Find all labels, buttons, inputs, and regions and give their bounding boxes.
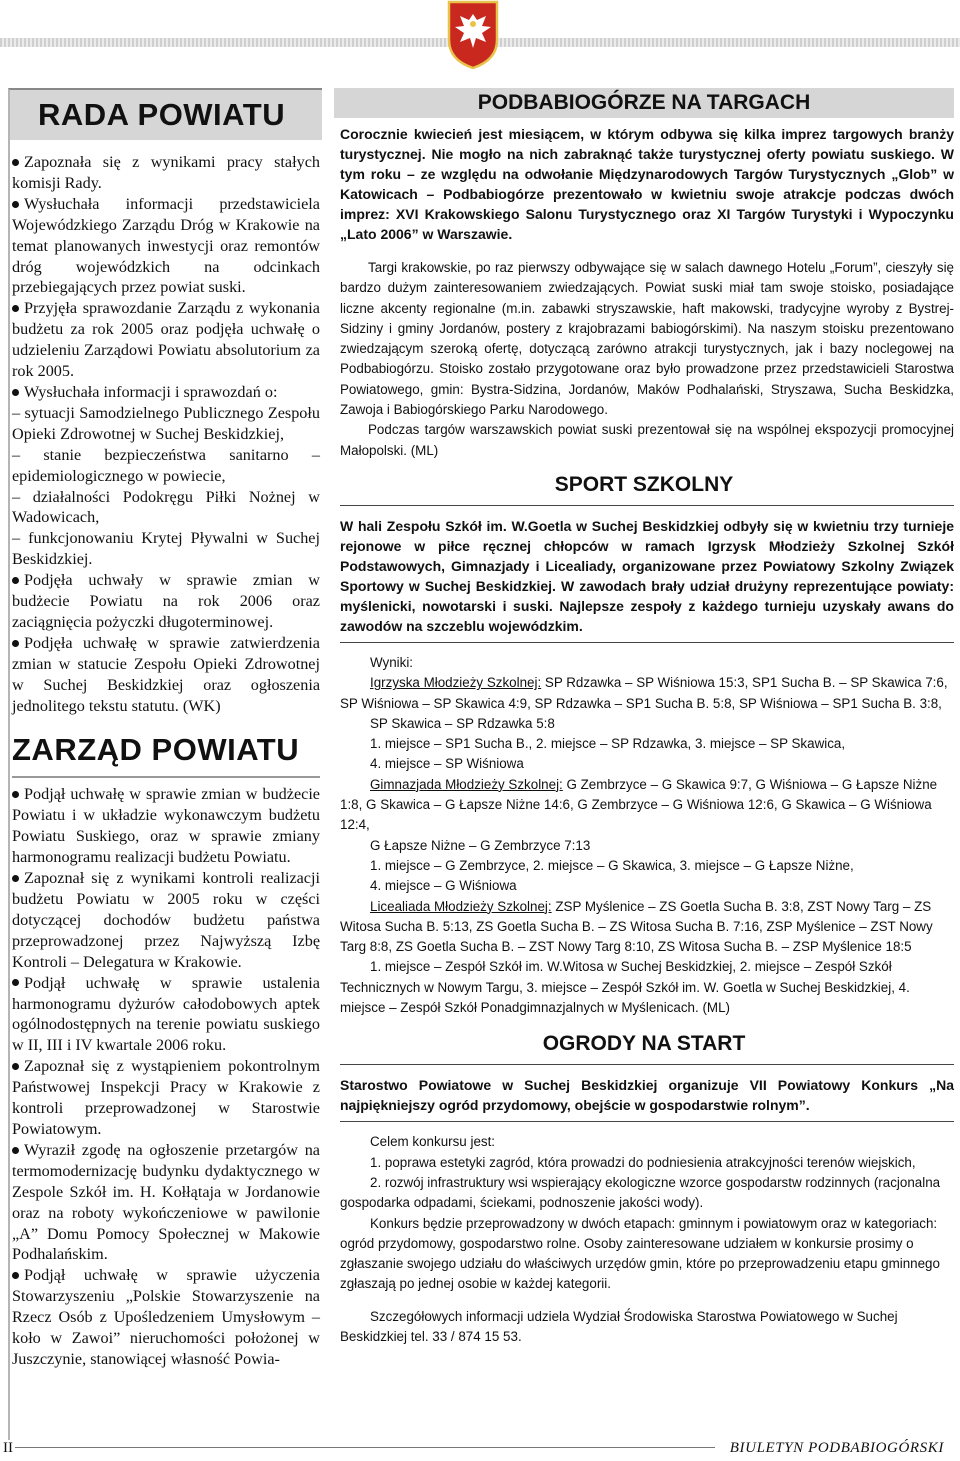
targi-paragraph-2: Podczas targów warszawskich powiat suski prezentował się na wspólnej ekspozycji promocyjnej Małopolski. (ML) xyxy=(340,422,954,458)
sport-divider xyxy=(340,505,954,506)
ogrody-paragraph: Konkurs będzie przeprowadzony w dwóch etapach: gminnym i powiatowym oraz w kategoriach: ogród przydomowy, gospodarstwo rolne. Osoby zainteresowane udziałem w konkursie prosimy o zgłaszanie swojego udziału do właściwych urzędów gmin, które po przeprowadzeniu etapu gminnego zgłaszają po jednej osobie w każdej kategorii. xyxy=(340,1215,940,1292)
ogrody-lead: Starostwo Powiatowe w Suchej Beskidzkiej organizuje VII Powiatowy Konkurs „Na najpiękniejszy ogród przydomowy, obejście w gospodarstwie rolnym”. xyxy=(340,1077,954,1114)
gimnazjada-last-match: G Łapsze Niżne – G Zembrzyce 7:13 xyxy=(370,837,591,853)
targi-title: PODBABIOGÓRZE NA TARGACH xyxy=(477,91,811,114)
igrzyska-last-match: SP Skawica – SP Rdzawka 5:8 xyxy=(370,715,555,731)
bullet-icon xyxy=(12,875,19,882)
footer-rule xyxy=(15,1447,715,1448)
rada-powiatu-title: RADA POWIATU xyxy=(38,97,286,132)
zarzad-powiatu-title: ZARZĄD POWIATU xyxy=(12,730,320,778)
igrzyska-places-2: 4. miejsce – SP Wiśniowa xyxy=(370,756,524,772)
bullet-icon xyxy=(12,305,19,312)
sport-title: SPORT SZKOLNY xyxy=(554,472,734,496)
bullet-icon xyxy=(12,640,19,647)
list-item: Podjęła uchwałę w sprawie zatwierdzenia zmian w statucie Zespołu Opieki Zdrowotnej w Suchej Beskidzkiej oraz ogłoszenia jednolitego tekstu statutu. (WK) xyxy=(12,633,320,715)
list-item: Podjął uchwałę w sprawie zmian w budżecie Powiatu i w układzie wykonawczym budżetu Powiatu Suskiego, oraz w sprawie zmiany harmonogramu realizacji budżetu Powiatu. xyxy=(12,785,320,867)
list-subitem: – działalności Podokręgu Piłki Nożnej w Wadowicach, xyxy=(12,487,320,527)
ogrody-title: OGRODY NA START xyxy=(542,1032,746,1056)
cel-item: 2. rozwój infrastruktury wsi wspierający ekologiczne wzorce gospodarstw rodzinnych (racjonalna gospodarka odpadami, ściekami, podnoszenie jakości wody). xyxy=(340,1174,941,1211)
sport-results xyxy=(340,653,954,1018)
gimnazjada-places-2: 4. miejsce – G Wiśniowa xyxy=(370,878,517,894)
sport-lead: W hali Zespołu Szkół im. W.Goetla w Suchej Beskidzkiej odbyły się w kwietniu trzy turnieje rejonowe w piłce ręcznej chłopców w ramach Igrzysk Młodzieży Szkolnej Szkół Podstawowych, Gimnazjady i Licealiady, organizowane przez Powiatowy Szkolny Związek Sportowy w Suchej Beskidzkiej. W zawodach brały udział drużyny reprezentujące powiaty: myślenicki, nowotarski i suski. Najlepsze zespoły z każdego turnieju uzyskały awans do zawodów na szczeblu wojewódzkim. xyxy=(340,517,954,634)
igrzyska-results: Igrzyska Młodzieży Szkolnej: SP Rdzawka – SP Wiśniowa 15:3, SP1 Sucha B. – SP Skawica 7:6, SP Wiśniowa – SP Skawica 4:9, SP Rdzawka – SP1 Sucha B. 5:8, SP Wiśniowa – SP1 Sucha B. 3:8, xyxy=(340,675,948,711)
rada-powiatu-heading-bar xyxy=(10,90,322,140)
ogrody-body xyxy=(340,1132,954,1347)
ogrody-contact: Szczegółowych informacji udziela Wydział Środowiska Starostwa Powiatowego w Suchej Beskidzkiej tel. 33 / 874 15 53. xyxy=(340,1308,898,1344)
bullet-icon xyxy=(12,1063,19,1070)
bullet-icon xyxy=(12,1147,19,1154)
bullet-icon xyxy=(12,979,19,986)
ogrody-divider-bottom xyxy=(340,1121,954,1122)
gimnazjada-places: 1. miejsce – G Zembrzyce, 2. miejsce – G Skawica, 3. miejsce – G Łapsze Niżne, xyxy=(370,857,854,873)
list-item: Podjął uchwałę w sprawie użyczenia Stowarzyszeniu „Polskie Stowarzyszenie na Rzecz Osób z Upośledzeniem Umysłowym – koło w Zawoi” nieruchomości położonej w Juszczynie, stanowiącej własność Powia- xyxy=(12,1266,320,1368)
list-subitem: – sytuacji Samodzielnego Publicznego Zespołu Opieki Zdrowotnej w Suchej Beskidzkiej, xyxy=(12,403,320,443)
list-item: Zapoznał się z wystąpieniem pokontrolnym Państwowej Inspekcji Pracy w Krakowie z kontroli przeprowadzonej w Starostwie Powiatowym. xyxy=(12,1057,320,1138)
list-item: Przyjęła sprawozdanie Zarządu z wykonania budżetu za rok 2005 oraz podjęła uchwałę o udzieleniu Zarządowi Powiatu absolutorium za rok 2005. xyxy=(12,299,320,381)
licealiada-places: 1. miejsce – Zespół Szkół im. W.Witosa w Suchej Beskidzkiej, 2. miejsce – Zespół Szkół Technicznych w Nowym Targu, 3. miejsce – Zespół Szkół im. W. Goetla w Suchej Beskidzkiej, 4. miejsce – Zespół Szkół Ponadgimnazjalnych w Myślenicach. (ML) xyxy=(340,959,910,1016)
rada-powiatu-column xyxy=(8,88,322,1440)
wyniki-label: Wyniki: xyxy=(370,654,414,670)
targi-paragraph: Targi krakowskie, po raz pierwszy odbywające się w salach dawnego Hotelu „Forum”, cieszyły się bardzo dużym zainteresowaniem zwiedzających. Powiat suski miał tam swoje stoisko, posiadające liczne akcenty regionalne (m.in. zabawki stryszawskie, haft makowski, tradycyjne wyroby z Bystrej-Sidziny i gminy Jordanów, postery z krajobrazami babiogórskimi). Na naszym stoisku prezentowano zwiedzającym szeroką ofertę, dotyczącą zarówno atrakcji turystycznych, jak i bazy noclegowej na Podbabiogórzu. Stoisko zostało przygotowane oraz było prowadzone przez przedstawicieli Starostwa Powiatowego, gmin: Bystra-Sidzina, Jordanów, Maków Podhalański, Stryszawa, Sucha Beskidzka, Zawoja i Babiogórskiego Parku Narodowego. xyxy=(340,260,954,418)
list-subitem: – funkcjonowaniu Krytej Pływalni w Suchej Beskidzkiej. xyxy=(12,529,320,569)
phone-number: 33 / 874 15 53 xyxy=(432,1328,518,1344)
eagle-crest-icon xyxy=(446,0,500,70)
targi-lead: Corocznie kwiecień jest miesiącem, w którym odbywa się kilka imprez targowych branży turystycznej. Nie mogło na nich zabraknąć także turystycznej oferty powiatu suskiego. W tym roku – ze względu na odwołanie Międzynarodowych Targów Turystycznych „Glob” w Katowicach – Podbabiogórze prezentowało w kwietniu swoje atrakcje podczas dwóch imprez: XVI Krakowskiego Salonu Turystycznego oraz XI Targów Turystyki i Wypoczynku „Lato 2006” w Warszawie. xyxy=(340,126,954,242)
list-item: Zapoznał się z wynikami kontroli realizacji budżetu Powiatu w 2005 roku w części dotyczącej dochodów budżetu państwa przeprowadzonej przez Najwyższą Izbę Kontroli – Delegatura w Krakowie. xyxy=(12,869,320,971)
bullet-icon xyxy=(12,389,19,396)
list-item: Wysłuchała informacji i sprawozdań o: xyxy=(12,382,320,403)
bullet-icon xyxy=(12,1272,19,1279)
sport-divider-bottom xyxy=(340,642,954,643)
list-item: Zapoznała się z wynikami pracy stałych komisji Rady. xyxy=(12,153,320,192)
licealiada-results: Licealiada Młodzieży Szkolnej: ZSP Myślenice – ZS Goetla Sucha B. 3:8, ZST Nowy Targ – ZS Witosa Sucha B. 5:13, ZS Goetla Sucha B. – ZS Witosa Sucha B. 7:16, ZSP Myślenice – ZST Nowy Targ 8:8, ZS Goetla Sucha B. – ZST Nowy Targ 8:10, ZS Witosa Sucha B. – ZSP Myślenice 18:5 xyxy=(340,898,933,955)
cel-label: Celem konkursu jest: xyxy=(370,1134,496,1150)
ogrody-divider xyxy=(340,1064,954,1065)
bullet-icon xyxy=(12,201,19,208)
list-item: Wyraził zgodę na ogłoszenie przetargów na termomodernizację budynku dydaktycznego w Zespole Szkół im. H. Kołłątaja w Jordanowie oraz na roboty wykończeniowe w pawilonie „A” Domu Pomocy Społecznej w Makowie Podhalańskim. xyxy=(12,1140,320,1264)
list-item: Podjęła uchwały w sprawie zmian w budżecie Powiatu na rok 2006 oraz zaciągnięcia pożyczki długoterminowej. xyxy=(12,571,320,631)
bullet-icon xyxy=(12,791,19,798)
page-number: II xyxy=(3,1440,13,1456)
igrzyska-places: 1. miejsce – SP1 Sucha B., 2. miejsce – SP Rdzawka, 3. miejsce – SP Skawica, xyxy=(370,736,846,752)
rada-powiatu-body xyxy=(10,140,322,1370)
right-column xyxy=(334,88,954,1443)
gimnazjada-results: Gimnazjada Młodzieży Szkolnej: G Zembrzyce – G Skawica 9:7, G Wiśniowa – G Łapsze Niżne 1:8, G Skawica – G Łapsze Niżne 14:6, G Zembrzyce – G Wiśniowa 12:6, G Skawica – G Wiśniowa 12:4, xyxy=(340,776,938,833)
bullet-icon xyxy=(12,159,19,166)
list-subitem: – stanie bezpieczeństwa sanitarno – epidemiologicznego w powiecie, xyxy=(12,445,320,485)
publication-name: BIULETYN PODBABIOGÓRSKI xyxy=(729,1440,944,1456)
targi-heading-bar xyxy=(334,88,954,118)
list-item: Podjął uchwałę w sprawie ustalenia harmonogramu dyżurów całodobowych aptek ogólnodostępnych na terenie powiatu suskiego w II, III i IV kwartale 2006 roku. xyxy=(12,973,320,1055)
bullet-icon xyxy=(12,577,19,584)
cel-item: 1. poprawa estetyki zagród, która prowadzi do podniesienia atrakcyjności terenów wiejskich, xyxy=(370,1154,916,1170)
list-item: Wysłuchała informacji przedstawiciela Wojewódzkiego Zarządu Dróg w Krakowie na temat planowanych inwestycji oraz remontów dróg wojewódzkich na odcinkach przebiegających przez powiat suski. xyxy=(12,194,320,297)
